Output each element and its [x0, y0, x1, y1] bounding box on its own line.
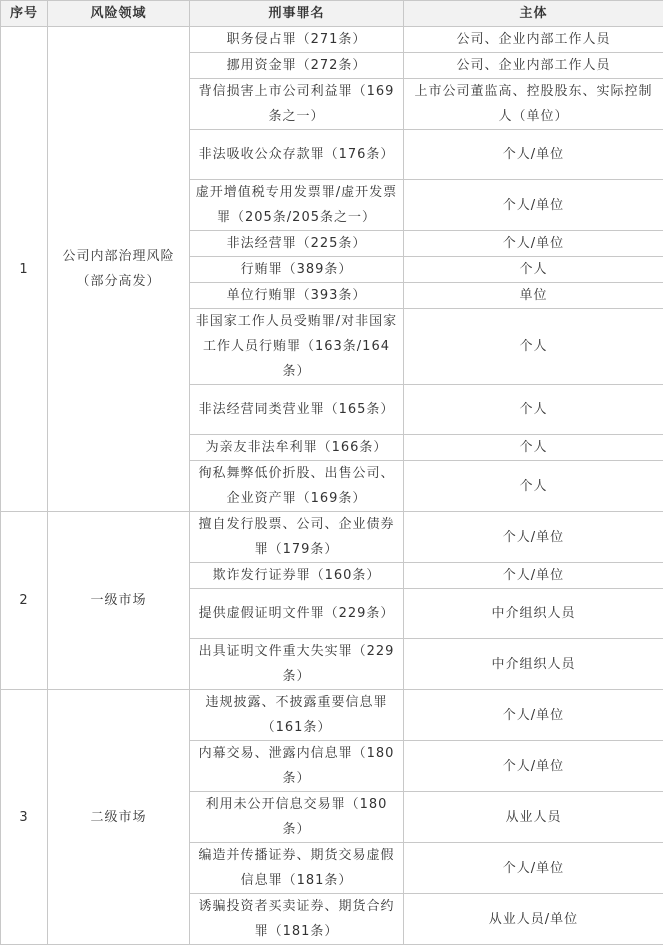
crime-cell: 利用未公开信息交易罪（180条） [190, 792, 404, 843]
subject-cell: 个人 [404, 257, 663, 283]
crime-cell: 诱骗投资者买卖证券、期货合约罪（181条） [190, 894, 404, 945]
subject-cell: 公司、企业内部工作人员 [404, 27, 663, 53]
crime-cell: 背信损害上市公司利益罪（169条之一） [190, 79, 404, 130]
crime-cell: 为亲友非法牟利罪（166条） [190, 435, 404, 461]
subject-cell: 个人/单位 [404, 231, 663, 257]
subject-cell: 个人/单位 [404, 180, 663, 231]
header-subject: 主体 [404, 1, 663, 27]
crime-cell: 职务侵占罪（271条） [190, 27, 404, 53]
subject-cell: 个人/单位 [404, 690, 663, 741]
subject-cell: 中介组织人员 [404, 639, 663, 690]
subject-cell: 上市公司董监高、控股股东、实际控制人（单位） [404, 79, 663, 130]
subject-cell: 个人 [404, 461, 663, 512]
table-row [1, 27, 663, 53]
group-area: 一级市场 [48, 512, 190, 690]
subject-cell: 个人/单位 [404, 130, 663, 180]
group-seq: 1 [1, 27, 48, 512]
subject-cell: 个人/单位 [404, 741, 663, 792]
group-area: 二级市场 [48, 690, 190, 945]
crime-cell: 非法经营罪（225条） [190, 231, 404, 257]
header-area: 风险领域 [48, 1, 190, 27]
subject-cell: 个人 [404, 435, 663, 461]
subject-cell: 个人/单位 [404, 512, 663, 563]
subject-cell: 从业人员 [404, 792, 663, 843]
group-seq: 3 [1, 690, 48, 945]
crime-cell: 非国家工作人员受贿罪/对非国家工作人员行贿罪（163条/164条） [190, 309, 404, 385]
subject-cell: 单位 [404, 283, 663, 309]
subject-cell: 个人 [404, 385, 663, 435]
crime-cell: 编造并传播证券、期货交易虚假信息罪（181条） [190, 843, 404, 894]
group-seq: 2 [1, 512, 48, 690]
crime-cell: 欺诈发行证券罪（160条） [190, 563, 404, 589]
group-area-line2: （部分高发） [76, 274, 160, 289]
crime-cell: 徇私舞弊低价折股、出售公司、企业资产罪（169条） [190, 461, 404, 512]
subject-cell: 中介组织人员 [404, 589, 663, 639]
group-area [48, 27, 190, 512]
header-row [1, 1, 663, 27]
group-area-line1: 公司内部治理风险 [62, 249, 174, 264]
table-row [1, 690, 663, 741]
subject-cell: 个人/单位 [404, 563, 663, 589]
crime-cell: 违规披露、不披露重要信息罪（161条） [190, 690, 404, 741]
header-seq: 序号 [1, 1, 48, 27]
header-crime: 刑事罪名 [190, 1, 404, 27]
crime-cell: 非法吸收公众存款罪（176条） [190, 130, 404, 180]
crime-cell: 虚开增值税专用发票罪/虚开发票罪（205条/205条之一） [190, 180, 404, 231]
subject-cell: 个人/单位 [404, 843, 663, 894]
crime-cell: 非法经营同类营业罪（165条） [190, 385, 404, 435]
crime-cell: 挪用资金罪（272条） [190, 53, 404, 79]
subject-cell: 公司、企业内部工作人员 [404, 53, 663, 79]
crime-cell: 单位行贿罪（393条） [190, 283, 404, 309]
subject-cell: 个人 [404, 309, 663, 385]
crime-cell: 出具证明文件重大失实罪（229条） [190, 639, 404, 690]
crime-cell: 行贿罪（389条） [190, 257, 404, 283]
crime-cell: 内幕交易、泄露内信息罪（180条） [190, 741, 404, 792]
table-row [1, 512, 663, 563]
subject-cell: 从业人员/单位 [404, 894, 663, 945]
crime-cell: 擅自发行股票、公司、企业债券罪（179条） [190, 512, 404, 563]
crime-cell: 提供虚假证明文件罪（229条） [190, 589, 404, 639]
